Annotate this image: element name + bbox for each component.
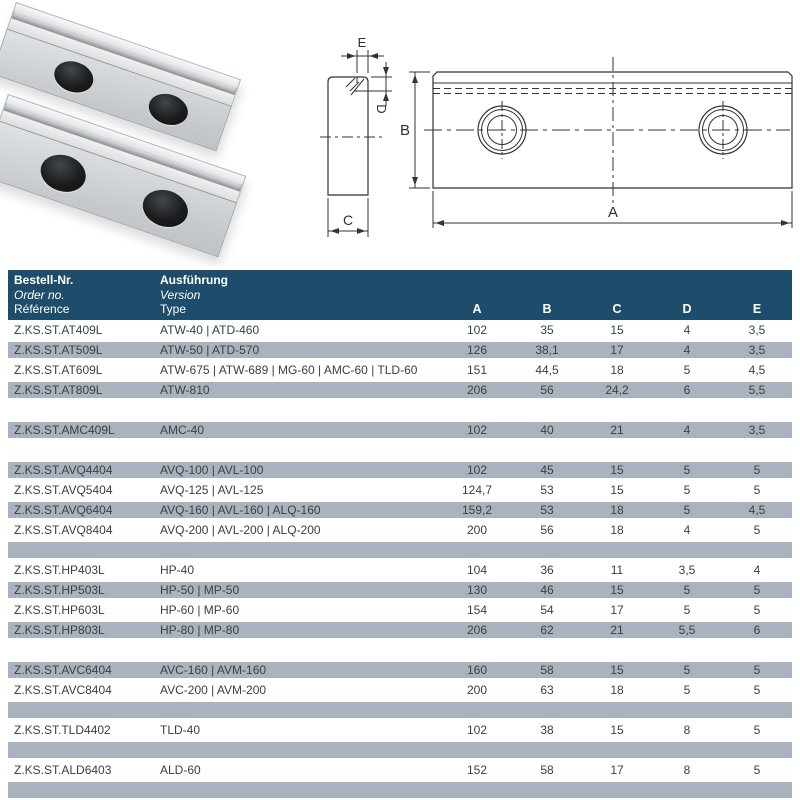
header-line: Type: [160, 302, 187, 316]
cell-b: 54: [540, 603, 554, 617]
dim-label-b: B: [399, 122, 410, 139]
table-spacer-row: [8, 700, 792, 720]
header-dim-b: B: [542, 302, 552, 316]
cell-type: HP-50 | MP-50: [160, 583, 240, 597]
cell-e: 5: [753, 603, 761, 617]
cell-e: 5: [753, 583, 761, 597]
header-line: Version: [160, 287, 201, 302]
cell-b: 53: [540, 483, 554, 497]
cell-e: 5,5: [748, 383, 766, 397]
cell-type: AVQ-100 | AVL-100: [160, 463, 264, 477]
header-dim-a: A: [472, 302, 482, 316]
cell-type: HP-60 | MP-60: [160, 603, 240, 617]
cell-a: 200: [466, 523, 488, 537]
cell-order: Z.KS.ST.AVQ6404: [14, 503, 113, 517]
cell-order: Z.KS.ST.AMC409L: [14, 423, 115, 437]
cell-type: AVQ-125 | AVL-125: [160, 483, 264, 497]
cell-type: AVC-200 | AVM-200: [160, 683, 267, 697]
cell-c: 15: [610, 483, 624, 497]
table-spacer-row: [8, 640, 792, 660]
cell-e: 5: [753, 683, 761, 697]
cell-c: 15: [610, 663, 624, 677]
cell-c: 24,2: [605, 383, 629, 397]
cell-b: 56: [540, 523, 554, 537]
cell-type: AVQ-160 | AVL-160 | ALQ-160: [160, 503, 321, 517]
cell-b: 40: [540, 423, 554, 437]
cell-e: 5: [753, 523, 761, 537]
table-row: [8, 460, 792, 480]
cell-a: 160: [466, 663, 488, 677]
dim-label-d: D: [374, 104, 389, 114]
cell-d: 5: [683, 603, 691, 617]
cell-order: Z.KS.ST.AT609L: [14, 363, 103, 377]
cell-e: 5: [753, 463, 761, 477]
cell-type: ATW-50 | ATD-570: [160, 343, 260, 357]
cell-c: 17: [610, 763, 624, 777]
header-line: Référence: [14, 302, 70, 316]
cell-b: 58: [540, 663, 554, 677]
table-row: [8, 380, 792, 400]
table-header: [8, 270, 792, 320]
cell-order: Z.KS.ST.AVQ5404: [14, 483, 113, 497]
cell-order: Z.KS.ST.AT809L: [14, 383, 103, 397]
table-row: [8, 340, 792, 360]
cell-order: Z.KS.ST.TLD4402: [14, 723, 111, 737]
cell-d: 5,5: [678, 623, 696, 637]
cell-d: 5: [683, 363, 691, 377]
table-row: [8, 500, 792, 520]
cell-order: Z.KS.ST.AVQ8404: [14, 523, 113, 537]
cell-e: 4: [753, 563, 761, 577]
cell-order: Z.KS.ST.AT509L: [14, 343, 103, 357]
table-spacer-row: [8, 540, 792, 560]
cell-order: Z.KS.ST.HP503L: [14, 583, 105, 597]
table-row: [8, 360, 792, 380]
cell-b: 53: [540, 503, 554, 517]
cell-a: 102: [466, 463, 488, 477]
dim-label-c: C: [342, 212, 354, 228]
table-row: [8, 600, 792, 620]
table-row: [8, 420, 792, 440]
cell-c: 21: [610, 623, 624, 637]
cell-e: 5: [753, 483, 761, 497]
cell-a: 206: [466, 623, 488, 637]
cell-c: 18: [610, 503, 624, 517]
table-body: [8, 320, 792, 800]
cell-c: 11: [610, 563, 624, 577]
header-order-no: [8, 270, 160, 320]
dim-label-e: E: [357, 35, 367, 50]
cell-type: ALD-60: [160, 763, 201, 777]
cell-b: 36: [540, 563, 554, 577]
cell-c: 21: [610, 423, 624, 437]
cell-a: 154: [466, 603, 488, 617]
side-view: [328, 77, 392, 195]
cell-e: 4,5: [748, 503, 766, 517]
cell-b: 58: [540, 763, 554, 777]
cell-e: 5: [753, 763, 761, 777]
cell-type: ATW-810: [160, 383, 210, 397]
table-spacer-row: [8, 400, 792, 420]
cell-e: 5: [753, 663, 761, 677]
cell-type: ATW-675 | ATW-689 | MG-60 | AMC-60 | TLD-60: [160, 363, 418, 377]
cell-a: 102: [466, 423, 488, 437]
cell-e: 6: [753, 623, 761, 637]
cell-d: 5: [683, 683, 691, 697]
header-line: Ausführung: [160, 273, 228, 287]
cell-type: AVQ-200 | AVL-200 | ALQ-200: [160, 523, 321, 537]
cell-d: 4: [683, 523, 691, 537]
cell-c: 17: [610, 343, 624, 357]
cell-a: 124,7: [461, 483, 493, 497]
cell-a: 152: [466, 763, 488, 777]
cell-order: Z.KS.ST.HP403L: [14, 563, 105, 577]
cell-b: 44,5: [535, 363, 559, 377]
cell-d: 4: [683, 423, 691, 437]
cell-order: Z.KS.ST.HP603L: [14, 603, 105, 617]
cell-order: Z.KS.ST.ALD6403: [14, 763, 112, 777]
table-row: [8, 760, 792, 780]
centerlines: [424, 57, 790, 204]
cell-type: HP-40: [160, 563, 195, 577]
cell-order: Z.KS.ST.AVC8404: [14, 683, 112, 697]
cell-d: 5: [683, 483, 691, 497]
cell-d: 5: [683, 583, 691, 597]
cell-a: 200: [466, 683, 488, 697]
table-row: [8, 720, 792, 740]
cell-a: 151: [466, 363, 488, 377]
cell-b: 56: [540, 383, 554, 397]
cell-b: 46: [540, 583, 554, 597]
header-version: [160, 270, 442, 320]
table-spacer-row: [8, 440, 792, 460]
cell-order: Z.KS.ST.AT409L: [14, 323, 103, 337]
cell-b: 38: [540, 723, 554, 737]
cell-a: 102: [466, 323, 488, 337]
table-spacer-row: [8, 740, 792, 760]
cell-d: 5: [683, 503, 691, 517]
cell-type: AVC-160 | AVM-160: [160, 663, 267, 677]
cell-b: 38,1: [535, 343, 559, 357]
cell-type: ATW-40 | ATD-460: [160, 323, 260, 337]
cell-e: 3,5: [748, 423, 766, 437]
cell-d: 6: [683, 383, 691, 397]
header-line: Bestell-Nr.: [14, 273, 74, 287]
cell-a: 206: [466, 383, 488, 397]
cell-type: AMC-40: [160, 423, 205, 437]
cell-a: 126: [466, 343, 488, 357]
table-row: [8, 680, 792, 700]
cell-order: Z.KS.ST.HP803L: [14, 623, 105, 637]
table-row: [8, 320, 792, 340]
cell-d: 5: [683, 663, 691, 677]
header-dim-c: C: [612, 302, 622, 316]
cell-c: 17: [610, 603, 624, 617]
cell-c: 15: [610, 583, 624, 597]
header-dim-d: D: [682, 302, 692, 316]
cell-c: 18: [610, 523, 624, 537]
cell-d: 4: [683, 323, 691, 337]
table-row: [8, 620, 792, 640]
cell-order: Z.KS.ST.AVQ4404: [14, 463, 113, 477]
cell-d: 5: [683, 463, 691, 477]
header-dim-e: E: [752, 302, 762, 316]
table-row: [8, 580, 792, 600]
cell-e: 3,5: [748, 323, 766, 337]
cell-c: 15: [610, 723, 624, 737]
cell-d: 8: [683, 723, 691, 737]
cell-c: 15: [610, 463, 624, 477]
cell-a: 130: [466, 583, 488, 597]
cell-d: 8: [683, 763, 691, 777]
cell-c: 15: [610, 323, 624, 337]
cell-type: TLD-40: [160, 723, 201, 737]
cell-e: 4,5: [748, 363, 766, 377]
cell-d: 4: [683, 343, 691, 357]
dim-label-a: A: [607, 204, 619, 221]
cell-d: 3,5: [678, 563, 696, 577]
table-row: [8, 520, 792, 540]
cell-b: 63: [540, 683, 554, 697]
cell-type: HP-80 | MP-80: [160, 623, 240, 637]
cell-e: 5: [753, 723, 761, 737]
dimension-e: [341, 50, 384, 73]
cell-a: 104: [466, 563, 488, 577]
cell-b: 62: [540, 623, 554, 637]
cell-a: 102: [466, 723, 488, 737]
header-line: Order no.: [14, 287, 65, 302]
cell-b: 35: [540, 323, 554, 337]
cell-e: 3,5: [748, 343, 766, 357]
cell-c: 18: [610, 363, 624, 377]
cell-a: 159,2: [461, 503, 493, 517]
cell-b: 45: [540, 463, 554, 477]
cell-c: 18: [610, 683, 624, 697]
table-spacer-row: [8, 780, 792, 800]
technical-drawing: [0, 0, 800, 266]
table-row: [8, 480, 792, 500]
table-row: [8, 560, 792, 580]
table-row: [8, 660, 792, 680]
spec-table: [8, 270, 792, 800]
cell-order: Z.KS.ST.AVC6404: [14, 663, 112, 677]
